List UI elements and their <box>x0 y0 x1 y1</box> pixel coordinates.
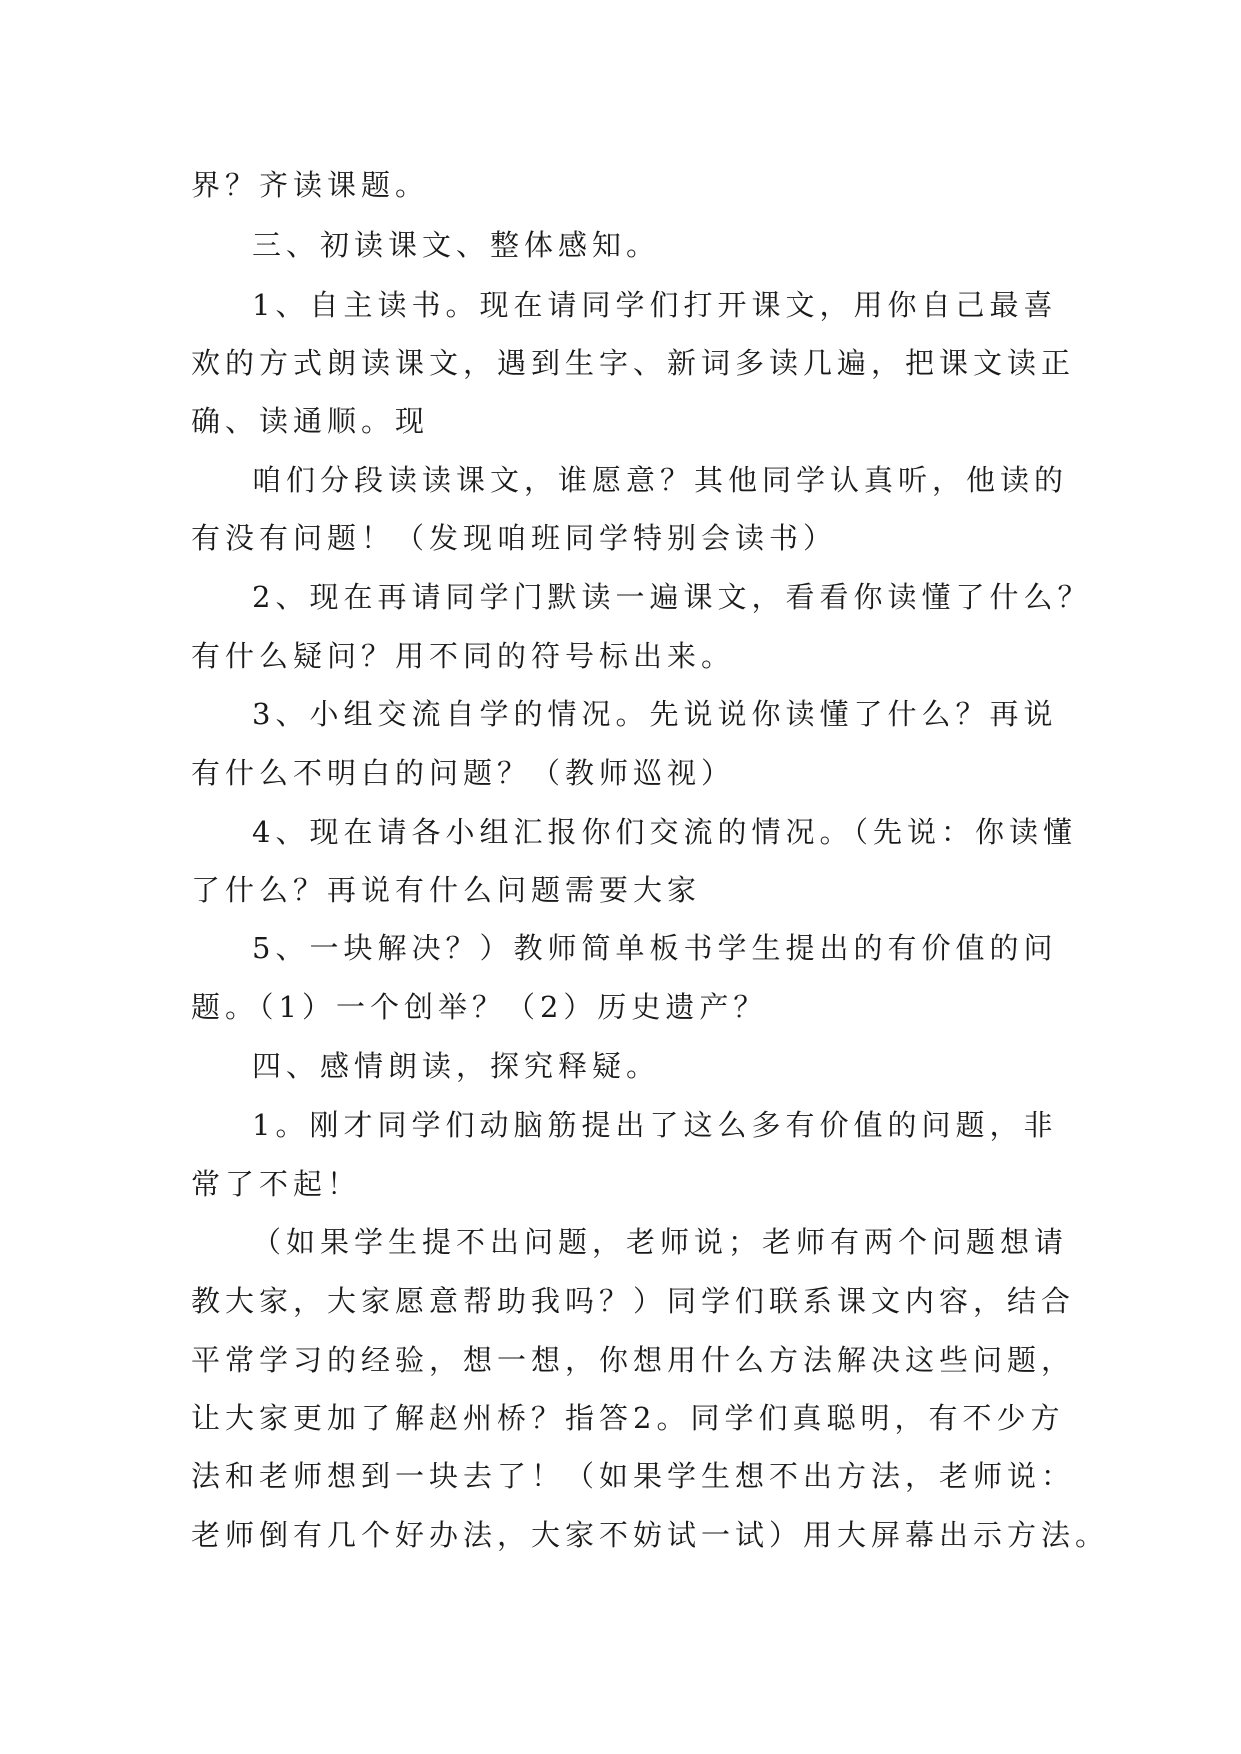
text-line: 咱们分段读读课文，谁愿意？其他同学认真听，他读的 <box>252 463 1069 497</box>
text-line: 有什么疑问？用不同的符号标出来。 <box>191 639 736 673</box>
section-heading: 三、初读课文、整体感知。 <box>252 228 661 262</box>
text-line: 法和老师想到一块去了！（如果学生想不出方法，老师说： <box>191 1459 1076 1493</box>
text-line: 教大家，大家愿意帮助我吗？）同学们联系课文内容，结合 <box>191 1284 1076 1318</box>
text-line: 有什么不明白的问题？（教师巡视） <box>191 756 736 790</box>
text-line: 4、现在请各小组汇报你们交流的情况。（先说：你读懂 <box>252 815 1077 849</box>
text-line: 3、小组交流自学的情况。先说说你读懂了什么？再说 <box>252 697 1058 731</box>
text-line: 2、现在再请同学门默读一遍课文，看看你读懂了什么？ <box>252 580 1092 614</box>
text-line: 让大家更加了解赵州桥？指答2。同学们真聪明，有不少方 <box>191 1401 1065 1435</box>
text-line: 界？齐读课题。 <box>191 168 430 202</box>
text-line: （如果学生提不出问题，老师说；老师有两个问题想请 <box>252 1225 1069 1259</box>
text-line: 1。刚才同学们动脑筋提出了这么多有价值的问题，非 <box>252 1108 1058 1142</box>
text-line: 有没有问题！（发现咱班同学特别会读书） <box>191 521 838 555</box>
text-line: 题。（1）一个创举？（2）历史遗产？ <box>191 990 768 1024</box>
text-line: 常了不起！ <box>191 1167 362 1201</box>
text-line: 确、读通顺。现 <box>191 404 430 438</box>
text-line: 了什么？再说有什么问题需要大家 <box>191 873 702 907</box>
section-heading: 四、感情朗读，探究释疑。 <box>252 1049 661 1083</box>
text-line: 平常学习的经验，想一想，你想用什么方法解决这些问题， <box>191 1343 1076 1377</box>
text-line: 1、自主读书。现在请同学们打开课文，用你自己最喜 <box>252 288 1058 322</box>
text-line: 欢的方式朗读课文，遇到生字、新词多读几遍，把课文读正 <box>191 346 1076 380</box>
text-line: 5、一块解决？）教师简单板书学生提出的有价值的问 <box>252 931 1058 965</box>
text-line: 老师倒有几个好办法，大家不妨试一试）用大屏幕出示方法。 <box>191 1518 1110 1552</box>
